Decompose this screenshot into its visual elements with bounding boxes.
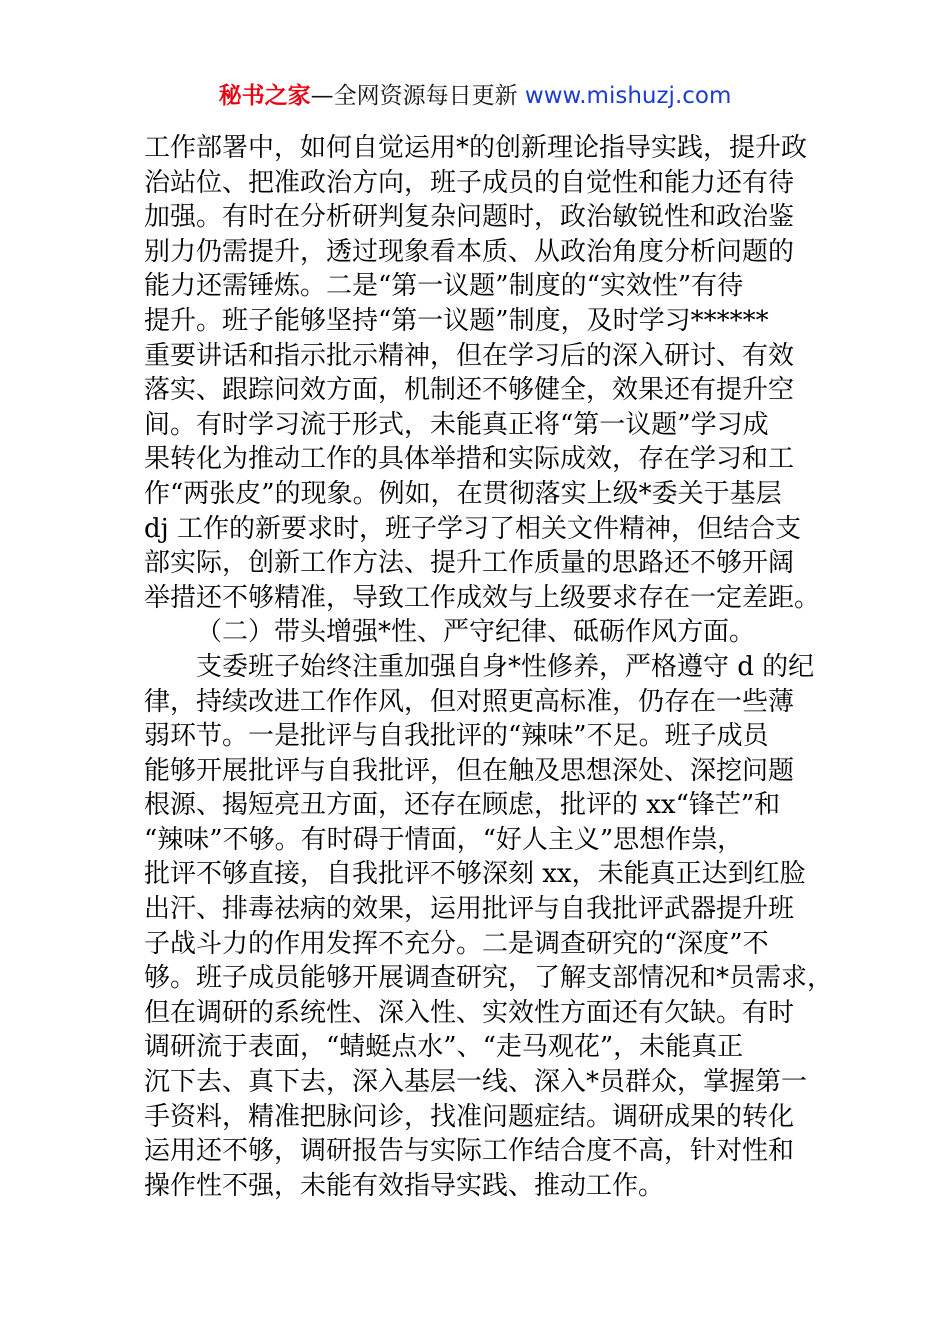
text-line: 别力仍需提升，透过现象看本质、从政治角度分析问题的 (144, 236, 795, 267)
text-line: 沉下去、真下去，深入基层一线、深入*员群众，掌握第一 (144, 1067, 808, 1098)
document-body (144, 131, 834, 1203)
text-line: 运用还不够，调研报告与实际工作结合度不高，针对性和 (144, 1136, 795, 1167)
text-line: 手资料，精准把脉问诊，找准问题症结。调研成果的转化 (144, 1101, 795, 1132)
text-line: 子战斗力的作用发挥不充分。二是调查研究的“深度”不 (144, 928, 769, 959)
text-line: 够。班子成员能够开展调查研究，了解支部情况和*员需求， (144, 963, 834, 994)
header-tagline: —全网资源每日更新 (310, 83, 518, 109)
text-line: 落实、跟踪问效方面，机制还不够健全，效果还有提升空 (144, 375, 795, 406)
text-line: 提升。班子能够坚持“第一议题”制度，及时学习****** (144, 305, 769, 336)
text-line: 部实际，创新工作方法、提升工作质量的思路还不够开阔 (144, 548, 795, 579)
text-line: 工作部署中，如何自觉运用*的创新理论指导实践，提升政 (144, 133, 808, 163)
text-line: 治站位、把准政治方向，班子成员的自觉性和能力还有待 (144, 167, 795, 198)
text-line: 作“两张皮”的现象。例如，在贯彻落实上级*委关于基层 (144, 478, 782, 509)
text-line: 支委班子始终注重加强自身*性修养，严格遵守 d 的纪 (196, 651, 815, 682)
header-site-url[interactable]: www.mishuzj.com (524, 83, 732, 109)
text-line: 但在调研的系统性、深入性、实效性方面还有欠缺。有时 (144, 997, 795, 1028)
text-line: 弱环节。一是批评与自我批评的“辣味”不足。班子成员 (144, 721, 769, 752)
text-line: 能力还需锤炼。二是“第一议题”制度的“实效性”有待 (144, 271, 744, 302)
text-line: 操作性不强，未能有效指导实践、推动工作。 (144, 1170, 665, 1201)
header-brand: 秘书之家 (218, 83, 311, 109)
text-line: 重要讲话和指示批示精神，但在学习后的深入研讨、有效 (144, 340, 795, 371)
text-line: dj 工作的新要求时，班子学习了相关文件精神，但结合支 (144, 513, 801, 544)
text-line: 能够开展批评与自我批评，但在触及思想深处、深挖问题 (144, 755, 795, 786)
text-line: 间。有时学习流于形式，未能真正将“第一议题”学习成 (144, 409, 769, 440)
text-line: “辣味”不够。有时碍于情面，“好人主义”思想作祟， (144, 824, 744, 855)
text-line: 果转化为推动工作的具体举措和实际成效，存在学习和工 (144, 444, 795, 475)
text-line: 调研流于表面，“蜻蜓点水”、“走马观花”，未能真正 (144, 1032, 744, 1063)
page-header (0, 80, 950, 112)
text-line: （二）带头增强*性、严守纪律、砥砺作风方面。 (196, 617, 756, 648)
text-line: 根源、揭短亮丑方面，还存在顾虑，批评的 xx“锋芒”和 (144, 790, 781, 821)
text-line: 举措还不够精准，导致工作成效与上级要求存在一定差距。 (144, 582, 821, 613)
text-line: 加强。有时在分析研判复杂问题时，政治敏锐性和政治鉴 (144, 202, 795, 233)
text-line: 批评不够直接，自我批评不够深刻 xx，未能真正达到红脸 (144, 859, 806, 890)
text-line: 律，持续改进工作作风，但对照更高标准，仍存在一些薄 (144, 686, 795, 717)
text-line: 出汗、排毒祛病的效果，运用批评与自我批评武器提升班 (144, 894, 795, 925)
